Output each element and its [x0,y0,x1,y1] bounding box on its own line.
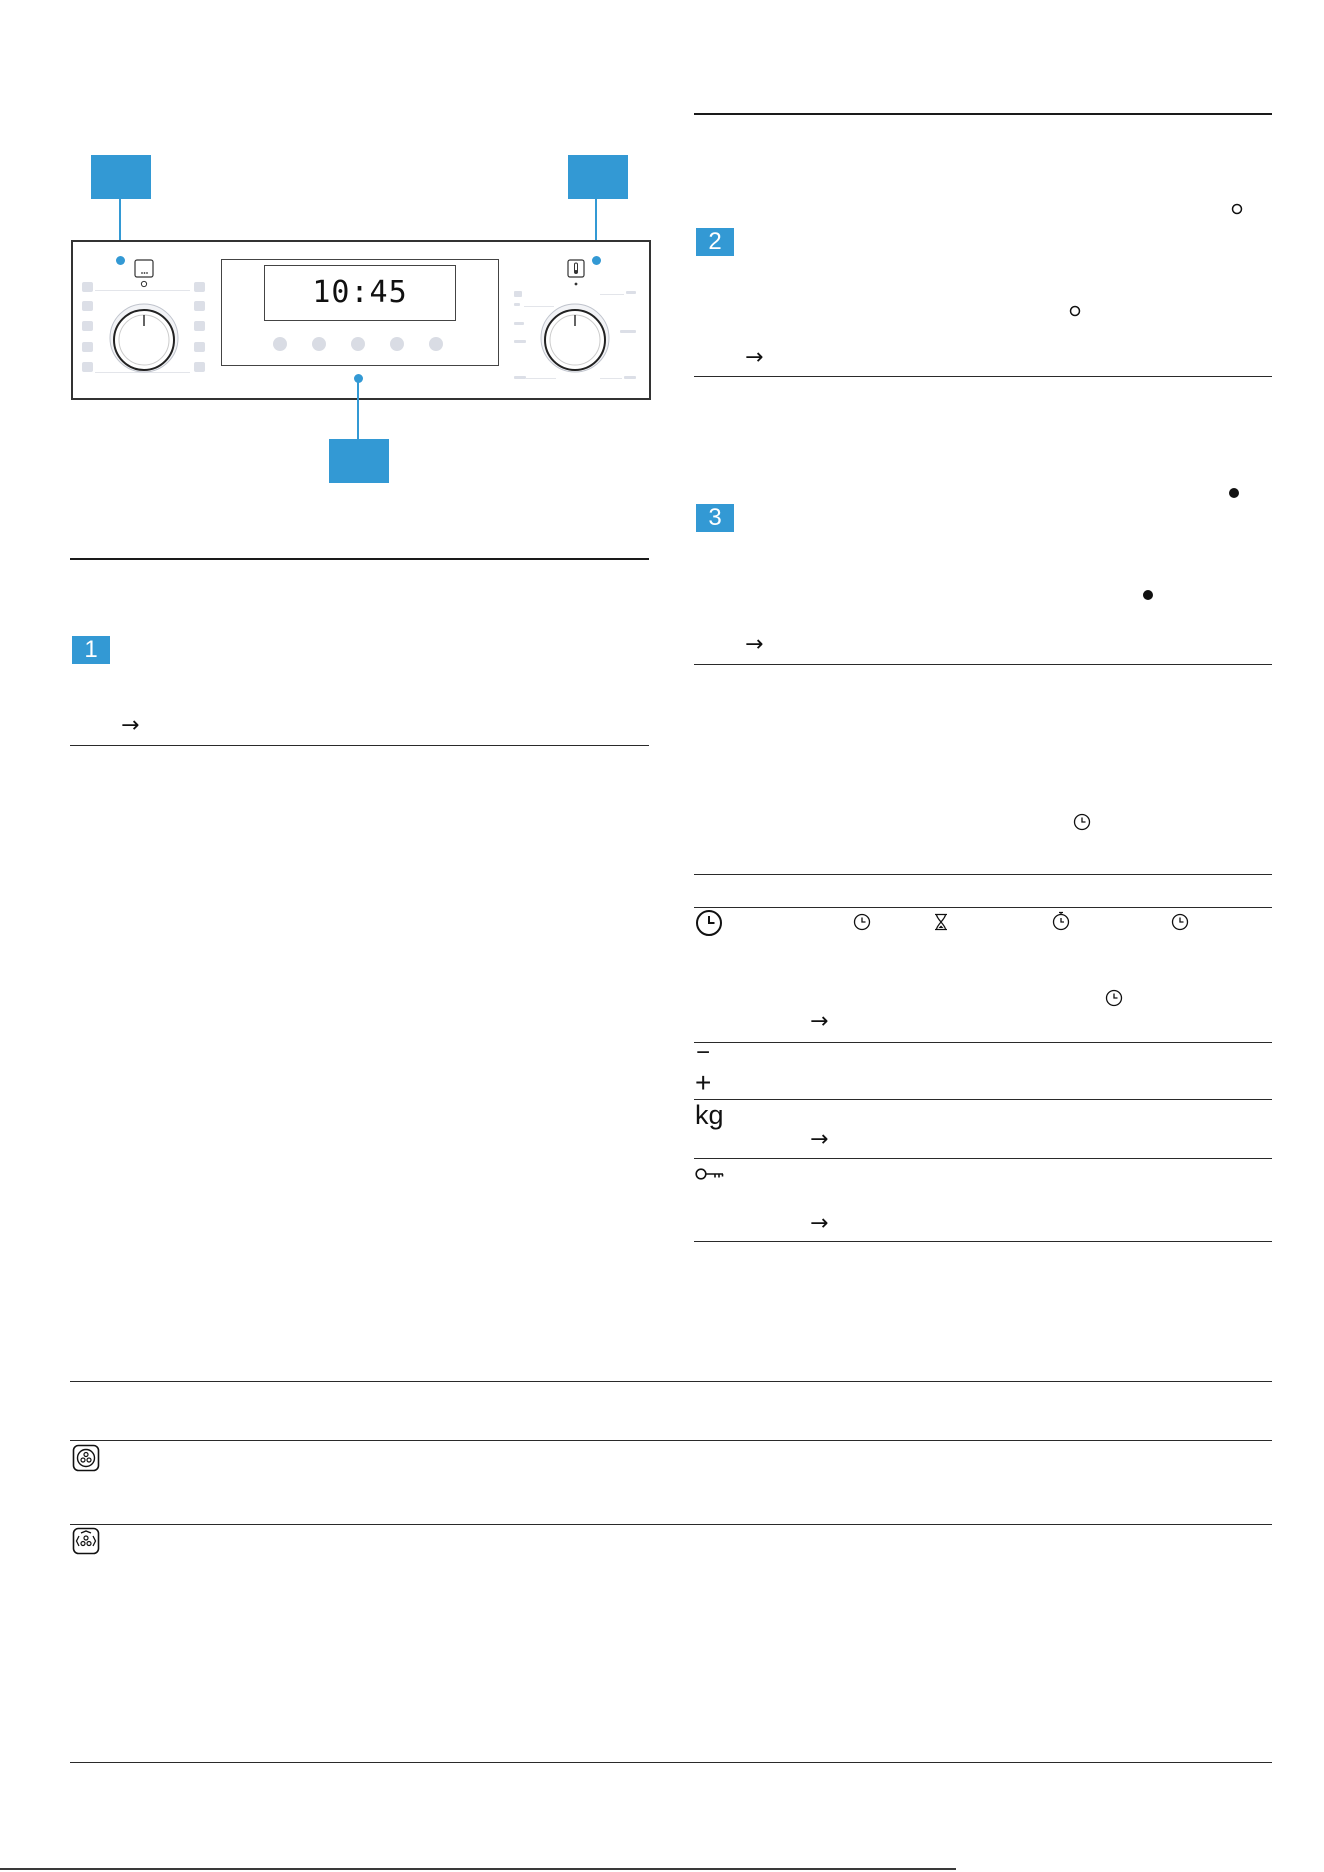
callout-line [357,378,359,439]
function-symbol [82,362,93,372]
circle-outline-icon [1069,304,1081,316]
guide-line [600,294,624,295]
clock-display: 10:45 [264,265,456,321]
table-rule [694,874,1272,875]
section-divider [694,664,1272,665]
table-rule [694,1241,1272,1242]
reference-arrow: → [810,1127,829,1152]
thermometer-icon [566,259,586,289]
table-rule [694,907,1272,908]
reference-arrow: → [121,713,140,738]
touch-button [273,337,287,351]
reference-arrow: → [810,1211,829,1236]
touch-button [390,337,404,351]
clock-icon [853,913,871,931]
reference-arrow: → [745,632,764,657]
key-icon [695,1166,725,1182]
fan-grill-icon [72,1527,100,1555]
stopwatch-icon [1052,911,1070,931]
function-selector-icon [134,259,154,289]
reference-arrow: → [810,1009,829,1034]
temperature-marker [514,376,526,379]
guide-line [526,378,556,379]
table-rule [694,1042,1272,1043]
clock-icon [1171,913,1189,931]
section-divider [694,376,1272,377]
section-number-3: 3 [696,504,734,532]
table-rule [70,1381,1272,1382]
guide-line [600,378,622,379]
section-divider [70,745,649,746]
temperature-marker [514,291,522,297]
section-number-1: 1 [72,636,110,664]
fan-heating-icon [72,1444,100,1472]
section-divider [694,113,1272,115]
temperature-marker [514,322,524,325]
table-rule [694,1099,1272,1100]
table-rule [694,1158,1272,1159]
callout-box-temperature-selector [568,155,628,199]
table-rule [70,1762,1272,1763]
footer-rule [0,1868,956,1870]
touch-button [312,337,326,351]
function-symbol [82,321,93,331]
temperature-marker [620,330,636,333]
callout-dot [592,256,601,265]
hourglass-icon [933,913,949,931]
function-symbol [194,282,205,292]
table-rule [70,1524,1272,1525]
touch-button [429,337,443,351]
callout-box-function-selector [91,155,151,199]
callout-dot [116,256,125,265]
clock-icon [1105,989,1123,1007]
clock-icon [695,909,723,937]
temperature-marker [626,291,636,294]
function-selector-knob [108,302,180,374]
function-symbol [194,321,205,331]
touch-button [351,337,365,351]
function-symbol [194,301,205,311]
clock-icon [1073,813,1091,831]
temperature-marker [624,376,636,379]
weight-symbol: kg [695,1100,724,1130]
circle-outline-icon [1231,202,1243,214]
minus-symbol: − [696,1039,711,1066]
callout-box-display [329,439,389,483]
temperature-marker [514,303,520,306]
temperature-marker [514,340,526,343]
function-symbol [194,342,205,352]
reference-arrow: → [745,345,764,370]
temperature-selector-knob [539,302,611,374]
filled-dot-icon [1228,486,1240,498]
guide-line [95,290,190,291]
filled-dot-icon [1142,588,1154,600]
function-symbol [82,282,93,292]
section-divider [70,558,649,560]
function-symbol [82,342,93,352]
table-rule [70,1440,1272,1441]
function-symbol [82,301,93,311]
section-number-2: 2 [696,228,734,256]
function-symbol [194,362,205,372]
plus-symbol: + [695,1067,712,1098]
